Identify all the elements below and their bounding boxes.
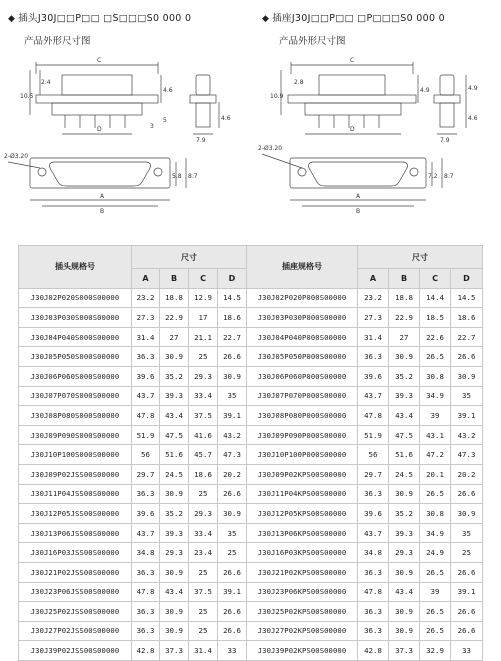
socket-dim-b-cell: 51.6 <box>389 445 420 465</box>
dim-d-label: D <box>97 126 102 133</box>
plug-model-cell: J30J12P05JSS00S00000 <box>19 504 132 524</box>
plug-dim-b-cell: 24.5 <box>160 464 189 484</box>
socket-dim-b-cell: 24.5 <box>389 464 420 484</box>
socket-dim-a-cell: 47.8 <box>358 406 389 426</box>
table-row <box>19 406 483 426</box>
dim-c-label: C <box>97 57 102 64</box>
socket-dim-a-cell: 34.8 <box>358 543 389 563</box>
plug-model-cell: J30J05P050S000S00000 <box>19 347 132 367</box>
plug-dim-b-cell: 43.4 <box>160 582 189 602</box>
plug-model-cell: J30J16P03JSS00S00000 <box>19 543 132 563</box>
socket-dim-a-cell: 36.3 <box>358 484 389 504</box>
plug-dim-c-cell: 12.9 <box>189 288 218 308</box>
dim-h3-label: 4.9 <box>420 87 430 94</box>
dim-h5-label: 3 <box>150 123 154 130</box>
socket-model-cell: J30J06P060P000S00000 <box>247 366 358 386</box>
socket-dim-b-cell: 43.4 <box>389 582 420 602</box>
plug-dim-b-cell: 43.4 <box>160 406 189 426</box>
plug-dim-b-cell: 22.9 <box>160 308 189 328</box>
socket-dim-c-cell: 20.1 <box>420 464 451 484</box>
plug-dim-b-cell: 30.9 <box>160 562 189 582</box>
col-a-header: A <box>132 269 160 289</box>
plug-dim-d-cell: 43.2 <box>218 425 247 445</box>
plug-dim-d-cell: 30.9 <box>218 504 247 524</box>
socket-dim-a-cell: 23.2 <box>358 288 389 308</box>
plug-dim-a-cell: 29.7 <box>132 464 160 484</box>
plug-model-cell: J30J04P040S000S00000 <box>19 327 132 347</box>
socket-dim-d-cell: 35 <box>451 523 483 543</box>
socket-dim-b-cell: 35.2 <box>389 366 420 386</box>
socket-dim-d-cell: 18.6 <box>451 308 483 328</box>
plug-dim-b-cell: 29.3 <box>160 543 189 563</box>
socket-model-cell: J30J02P020P000S00000 <box>247 288 358 308</box>
col-d-header: D <box>218 269 247 289</box>
dim-h3-label: 4.6 <box>163 87 173 94</box>
socket-model-cell: J30J13P06KPS00S00000 <box>247 523 358 543</box>
plug-dim-a-cell: 36.3 <box>132 621 160 641</box>
socket-dim-c-cell: 26.5 <box>420 602 451 622</box>
socket-dim-b-cell: 47.5 <box>389 425 420 445</box>
socket-dim-a-cell: 42.8 <box>358 641 389 661</box>
plug-dim-c-cell: 33.4 <box>189 523 218 543</box>
plug-dim-b-cell: 39.3 <box>160 386 189 406</box>
dim-w-label: 7.9 <box>440 137 450 144</box>
table-row <box>19 621 483 641</box>
socket-model-cell: J30J08P080P000S00000 <box>247 406 358 426</box>
socket-dim-c-cell: 47.2 <box>420 445 451 465</box>
socket-dim-a-cell: 27.3 <box>358 308 389 328</box>
socket-dim-a-cell: 47.8 <box>358 582 389 602</box>
dim-f2-label: 8.7 <box>444 173 454 180</box>
socket-dim-d-cell: 47.3 <box>451 445 483 465</box>
spec-table <box>18 245 483 661</box>
dim-b-label: B <box>100 208 105 215</box>
plug-size-header: 尺寸 <box>132 246 247 269</box>
socket-dim-c-cell: 39 <box>420 582 451 602</box>
dimension-drawing <box>0 50 501 240</box>
col-a-header: A <box>358 269 389 289</box>
socket-dim-d-cell: 25 <box>451 543 483 563</box>
socket-model-cell: J30J09P02KPS00S00000 <box>247 464 358 484</box>
socket-dim-b-cell: 30.9 <box>389 562 420 582</box>
socket-dim-a-cell: 36.3 <box>358 562 389 582</box>
dim-h5-label: 4.6 <box>468 115 478 122</box>
table-row <box>19 602 483 622</box>
socket-dim-b-cell: 30.9 <box>389 621 420 641</box>
col-b-header: B <box>160 269 189 289</box>
socket-dim-d-cell: 30.9 <box>451 504 483 524</box>
plug-dim-c-cell: 31.4 <box>189 641 218 661</box>
socket-size-header: 尺寸 <box>358 246 483 269</box>
table-row <box>19 425 483 445</box>
plug-dim-a-cell: 51.9 <box>132 425 160 445</box>
socket-dim-d-cell: 26.6 <box>451 484 483 504</box>
plug-dim-c-cell: 21.1 <box>189 327 218 347</box>
plug-dim-c-cell: 25 <box>189 347 218 367</box>
plug-dim-a-cell: 34.8 <box>132 543 160 563</box>
socket-model-cell: J30J03P030P000S00000 <box>247 308 358 328</box>
dim-f1-label: 5.8 <box>172 173 182 180</box>
socket-dim-d-cell: 26.6 <box>451 562 483 582</box>
hole-label: 2-Ø3.20 <box>258 145 283 152</box>
socket-dim-c-cell: 30.8 <box>420 504 451 524</box>
socket-dim-b-cell: 30.9 <box>389 484 420 504</box>
plug-model-cell: J30J09P090S000S00000 <box>19 425 132 445</box>
socket-dim-b-cell: 18.8 <box>389 288 420 308</box>
plug-dim-b-cell: 37.3 <box>160 641 189 661</box>
plug-dim-d-cell: 30.9 <box>218 366 247 386</box>
plug-dim-d-cell: 22.7 <box>218 327 247 347</box>
plug-model-cell: J30J23P06JSS00S00000 <box>19 582 132 602</box>
col-c-header: C <box>420 269 451 289</box>
socket-dim-b-cell: 29.3 <box>389 543 420 563</box>
col-d-header: D <box>451 269 483 289</box>
socket-model-cell: J30J10P100P000S00000 <box>247 445 358 465</box>
dim-h2-label: 2.4 <box>41 79 51 86</box>
socket-dim-c-cell: 24.9 <box>420 543 451 563</box>
plug-dim-d-cell: 14.5 <box>218 288 247 308</box>
plug-title <box>8 10 191 24</box>
plug-dim-c-cell: 37.5 <box>189 406 218 426</box>
socket-dim-d-cell: 30.9 <box>451 366 483 386</box>
plug-dim-a-cell: 39.6 <box>132 366 160 386</box>
socket-dim-a-cell: 36.3 <box>358 347 389 367</box>
plug-dim-a-cell: 36.3 <box>132 347 160 367</box>
plug-dim-d-cell: 39.1 <box>218 406 247 426</box>
socket-dim-d-cell: 26.6 <box>451 621 483 641</box>
socket-dim-a-cell: 31.4 <box>358 327 389 347</box>
col-c-header: C <box>189 269 218 289</box>
plug-dim-c-cell: 29.3 <box>189 366 218 386</box>
socket-dim-a-cell: 39.6 <box>358 504 389 524</box>
plug-dim-d-cell: 25 <box>218 543 247 563</box>
plug-dim-a-cell: 39.6 <box>132 504 160 524</box>
spec-table-body <box>19 288 483 660</box>
socket-model-cell: J30J39P02KPS00S00000 <box>247 641 358 661</box>
dim-a-label: A <box>356 193 361 200</box>
plug-model-cell: J30J09P02JSS00S00000 <box>19 464 132 484</box>
plug-dim-b-cell: 30.9 <box>160 602 189 622</box>
plug-model-cell: J30J02P020S000S00000 <box>19 288 132 308</box>
plug-dim-d-cell: 26.6 <box>218 562 247 582</box>
socket-model-cell: J30J16P03KPS00S00000 <box>247 543 358 563</box>
socket-dim-c-cell: 26.5 <box>420 621 451 641</box>
bullet-diamond-icon: ◆ <box>8 14 16 24</box>
socket-dim-c-cell: 39 <box>420 406 451 426</box>
socket-dim-b-cell: 30.9 <box>389 602 420 622</box>
plug-model-cell: J30J07P070S000S00000 <box>19 386 132 406</box>
plug-dim-c-cell: 29.3 <box>189 504 218 524</box>
plug-dim-d-cell: 26.6 <box>218 602 247 622</box>
socket-title-text: 插座J30J□□P□□ □P□□□S0 000 0 <box>272 13 446 24</box>
table-row <box>19 327 483 347</box>
socket-dim-b-cell: 22.9 <box>389 308 420 328</box>
table-row <box>19 582 483 602</box>
dim-h4-label: 5 <box>163 117 167 124</box>
socket-dim-d-cell: 43.2 <box>451 425 483 445</box>
table-row <box>19 308 483 328</box>
plug-dim-d-cell: 18.6 <box>218 308 247 328</box>
plug-dim-a-cell: 56 <box>132 445 160 465</box>
plug-model-cell: J30J39P02JSS00S00000 <box>19 641 132 661</box>
plug-model-cell: J30J06P060S000S00000 <box>19 366 132 386</box>
plug-model-cell: J30J03P030S000S00000 <box>19 308 132 328</box>
socket-dim-d-cell: 39.1 <box>451 406 483 426</box>
plug-dim-a-cell: 42.8 <box>132 641 160 661</box>
dim-w-label: 7.9 <box>196 137 206 144</box>
socket-dim-c-cell: 26.5 <box>420 347 451 367</box>
table-row <box>19 562 483 582</box>
socket-dim-d-cell: 20.2 <box>451 464 483 484</box>
socket-model-cell: J30J27P02KPS00S00000 <box>247 621 358 641</box>
plug-subtitle: 产品外形尺寸图 <box>24 36 91 47</box>
plug-dim-d-cell: 33 <box>218 641 247 661</box>
socket-model-cell: J30J09P090P000S00000 <box>247 425 358 445</box>
plug-dim-c-cell: 25 <box>189 484 218 504</box>
dim-h6-label: 4.6 <box>221 115 231 122</box>
plug-title-text: 插头J30J□□P□□ □S□□□S0 000 0 <box>18 13 192 24</box>
socket-dim-d-cell: 35 <box>451 386 483 406</box>
socket-model-cell: J30J12P05KPS00S00000 <box>247 504 358 524</box>
plug-dim-a-cell: 47.8 <box>132 406 160 426</box>
socket-dim-c-cell: 18.5 <box>420 308 451 328</box>
plug-dim-b-cell: 51.6 <box>160 445 189 465</box>
plug-dim-d-cell: 26.6 <box>218 347 247 367</box>
dim-c-label: C <box>350 57 355 64</box>
socket-dim-b-cell: 37.3 <box>389 641 420 661</box>
plug-dim-c-cell: 33.4 <box>189 386 218 406</box>
socket-model-cell: J30J07P070P000S00000 <box>247 386 358 406</box>
table-row <box>19 484 483 504</box>
plug-dim-b-cell: 30.9 <box>160 347 189 367</box>
socket-model-cell: J30J21P02KPS00S00000 <box>247 562 358 582</box>
socket-dim-a-cell: 29.7 <box>358 464 389 484</box>
plug-dim-c-cell: 41.6 <box>189 425 218 445</box>
plug-dim-a-cell: 23.2 <box>132 288 160 308</box>
plug-model-cell: J30J25P02JSS00S00000 <box>19 602 132 622</box>
plug-model-cell: J30J13P06JSS00S00000 <box>19 523 132 543</box>
plug-dim-c-cell: 25 <box>189 602 218 622</box>
socket-title <box>262 10 445 24</box>
plug-model-cell: J30J10P100S000S00000 <box>19 445 132 465</box>
col-b-header: B <box>389 269 420 289</box>
table-row <box>19 543 483 563</box>
socket-dim-d-cell: 22.7 <box>451 327 483 347</box>
dim-h1-label: 10.5 <box>20 93 34 100</box>
plug-model-cell: J30J21P02JSS00S00000 <box>19 562 132 582</box>
socket-model-cell: J30J04P040P000S00000 <box>247 327 358 347</box>
plug-dim-a-cell: 31.4 <box>132 327 160 347</box>
socket-dim-c-cell: 30.8 <box>420 366 451 386</box>
plug-dim-a-cell: 36.3 <box>132 484 160 504</box>
plug-dim-a-cell: 43.7 <box>132 523 160 543</box>
plug-dim-d-cell: 35 <box>218 386 247 406</box>
plug-dim-c-cell: 18.6 <box>189 464 218 484</box>
plug-dim-b-cell: 27 <box>160 327 189 347</box>
table-row <box>19 288 483 308</box>
socket-dim-c-cell: 43.1 <box>420 425 451 445</box>
plug-dim-c-cell: 17 <box>189 308 218 328</box>
plug-dim-c-cell: 25 <box>189 562 218 582</box>
dim-d-label: D <box>350 126 355 133</box>
socket-dim-c-cell: 22.6 <box>420 327 451 347</box>
plug-dim-d-cell: 26.6 <box>218 621 247 641</box>
socket-model-cell: J30J05P050P000S00000 <box>247 347 358 367</box>
socket-dim-b-cell: 39.3 <box>389 386 420 406</box>
socket-dim-a-cell: 36.3 <box>358 621 389 641</box>
table-row <box>19 641 483 661</box>
table-row <box>19 523 483 543</box>
socket-dim-b-cell: 35.2 <box>389 504 420 524</box>
plug-dim-b-cell: 30.9 <box>160 621 189 641</box>
socket-dim-a-cell: 51.9 <box>358 425 389 445</box>
table-row <box>19 504 483 524</box>
socket-dim-b-cell: 39.3 <box>389 523 420 543</box>
plug-model-cell: J30J08P080S000S00000 <box>19 406 132 426</box>
socket-dim-c-cell: 34.9 <box>420 386 451 406</box>
plug-dim-c-cell: 37.5 <box>189 582 218 602</box>
socket-dim-d-cell: 33 <box>451 641 483 661</box>
dim-f2-label: 8.7 <box>188 173 198 180</box>
plug-dim-b-cell: 47.5 <box>160 425 189 445</box>
dim-b-label: B <box>356 208 361 215</box>
table-row <box>19 347 483 367</box>
table-row <box>19 464 483 484</box>
socket-dim-a-cell: 43.7 <box>358 523 389 543</box>
plug-dim-c-cell: 45.7 <box>189 445 218 465</box>
plug-dim-d-cell: 39.1 <box>218 582 247 602</box>
socket-dim-a-cell: 43.7 <box>358 386 389 406</box>
socket-dim-b-cell: 30.9 <box>389 347 420 367</box>
plug-dim-a-cell: 47.8 <box>132 582 160 602</box>
socket-dim-a-cell: 39.6 <box>358 366 389 386</box>
socket-dim-d-cell: 26.6 <box>451 347 483 367</box>
plug-dim-b-cell: 39.3 <box>160 523 189 543</box>
plug-dim-d-cell: 20.2 <box>218 464 247 484</box>
socket-model-header: 插座规格号 <box>247 246 358 289</box>
plug-model-cell: J30J27P02JSS00S00000 <box>19 621 132 641</box>
hole-label: 2-Ø3.20 <box>4 153 29 160</box>
plug-dim-d-cell: 35 <box>218 523 247 543</box>
table-row <box>19 366 483 386</box>
socket-dim-b-cell: 43.4 <box>389 406 420 426</box>
plug-dim-d-cell: 26.6 <box>218 484 247 504</box>
plug-dim-b-cell: 30.9 <box>160 484 189 504</box>
socket-dim-c-cell: 26.5 <box>420 484 451 504</box>
socket-dim-c-cell: 14.4 <box>420 288 451 308</box>
socket-model-cell: J30J23P06KPS00S00000 <box>247 582 358 602</box>
plug-dim-a-cell: 36.3 <box>132 562 160 582</box>
dim-h4-label: 4.9 <box>468 85 478 92</box>
plug-dim-a-cell: 27.3 <box>132 308 160 328</box>
plug-dim-d-cell: 47.3 <box>218 445 247 465</box>
dim-h1-label: 10.9 <box>270 93 284 100</box>
socket-dim-a-cell: 36.3 <box>358 602 389 622</box>
socket-subtitle: 产品外形尺寸图 <box>279 36 346 47</box>
plug-dim-c-cell: 23.4 <box>189 543 218 563</box>
plug-dim-a-cell: 43.7 <box>132 386 160 406</box>
socket-dim-c-cell: 34.9 <box>420 523 451 543</box>
bullet-diamond-icon: ◆ <box>262 14 270 24</box>
socket-dim-c-cell: 32.9 <box>420 641 451 661</box>
socket-dim-b-cell: 27 <box>389 327 420 347</box>
dim-a-label: A <box>100 193 105 200</box>
socket-dim-a-cell: 56 <box>358 445 389 465</box>
plug-model-cell: J30J11P04JSS00S00000 <box>19 484 132 504</box>
plug-dim-b-cell: 18.8 <box>160 288 189 308</box>
table-row <box>19 445 483 465</box>
socket-dim-d-cell: 39.1 <box>451 582 483 602</box>
socket-model-cell: J30J25P02KPS00S00000 <box>247 602 358 622</box>
socket-dim-d-cell: 14.5 <box>451 288 483 308</box>
plug-dim-b-cell: 35.2 <box>160 366 189 386</box>
plug-dim-c-cell: 25 <box>189 621 218 641</box>
plug-dim-a-cell: 36.3 <box>132 602 160 622</box>
table-row <box>19 386 483 406</box>
dim-h2-label: 2.8 <box>294 79 304 86</box>
socket-dim-d-cell: 26.6 <box>451 602 483 622</box>
socket-model-cell: J30J11P04KPS00S00000 <box>247 484 358 504</box>
dim-f1-label: 7.2 <box>428 173 438 180</box>
socket-dim-c-cell: 26.5 <box>420 562 451 582</box>
plug-model-header: 插头规格号 <box>19 246 132 289</box>
plug-dim-b-cell: 35.2 <box>160 504 189 524</box>
